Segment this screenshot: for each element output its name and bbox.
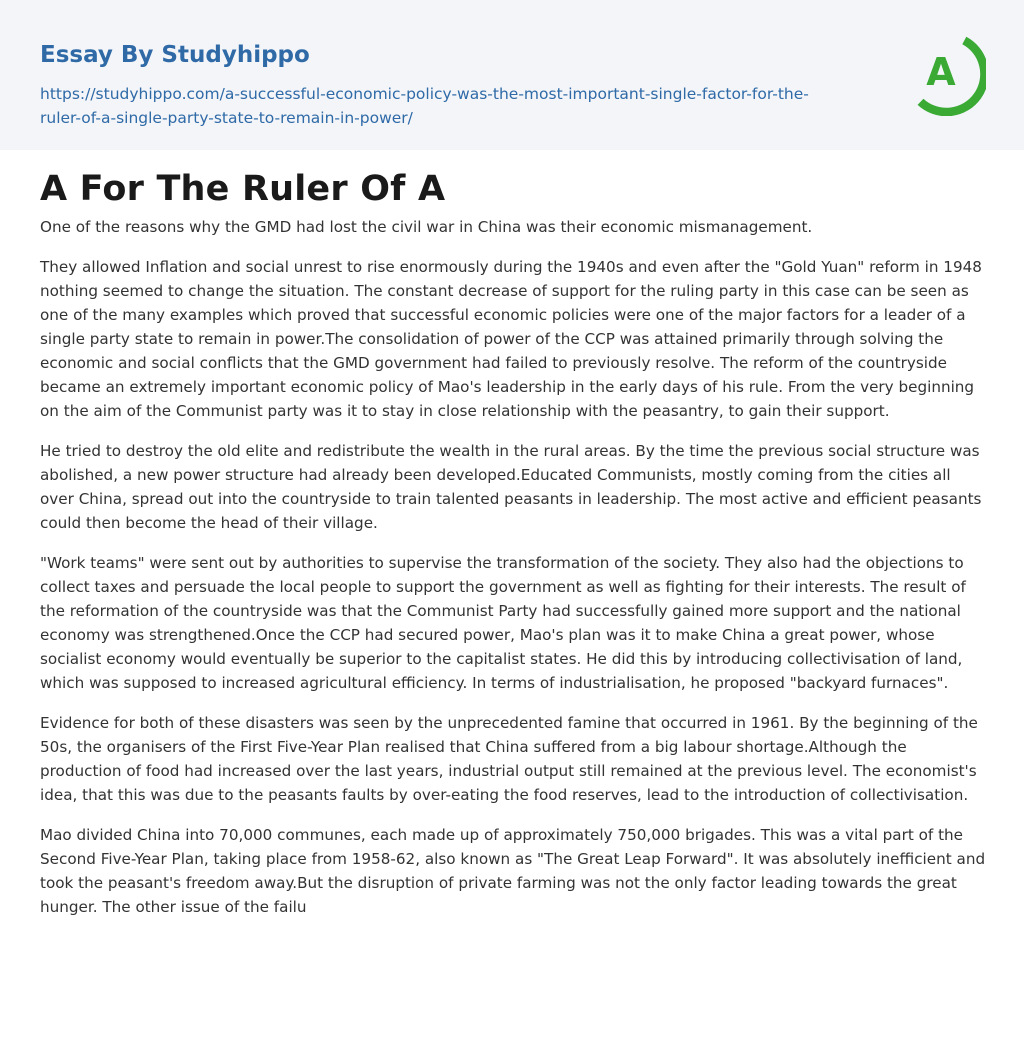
paragraph: Evidence for both of these disasters was seen by the unprecedented famine that occurred in 1961. By the beginning of the 50s, the organisers of the First Five-Year Plan realised that China suffered from a big labour shortage.Although the production of food had increased over the last years, industrial output still remained at the previous level. The economist's idea, that this was due to the peasants faults by over-eating the food reserves, lead to the introduction of collectivisation.: [40, 714, 978, 804]
paragraph: He tried to destroy the old elite and redistribute the wealth in the rural areas. By the time the previous social structure was abolished, a new power structure had already been developed.Educated Communists, mostly coming from the cities all over China, spread out into the countryside to train talented peasants in leadership. The most active and efficient peasants could then become the head of their village.: [40, 442, 982, 532]
article-title: A For The Ruler Of A: [40, 169, 446, 209]
page-header: [0, 0, 1024, 150]
article-body: [40, 215, 988, 935]
studyhippo-logo-icon[interactable]: [910, 28, 986, 116]
paragraph: Mao divided China into 70,000 communes, each made up of approximately 750,000 brigades. This was a vital part of the Second Five-Year Plan, taking place from 1958-62, also known as "The Great Leap Forward". It was absolutely inefficient and took the peasant's freedom away.But the disruption of private farming was not the only factor leading towards the great hunger. The other issue of the failu: [40, 826, 986, 916]
logo-letter: A: [926, 50, 956, 94]
paragraph: One of the reasons why the GMD had lost the civil war in China was their economic mismanagement.: [40, 218, 813, 236]
site-title: Essay By Studyhippo: [40, 42, 310, 68]
paragraph: "Work teams" were sent out by authorities to supervise the transformation of the society. They also had the objections to collect taxes and persuade the local people to support the government as well as fighting for their interests. The result of the reformation of the countryside was that the Communist Party had successfully gained more support and the national economy was strengthened.Once the CCP had secured power, Mao's plan was it to make China a great power, whose socialist economy would eventually be superior to the capitalist states. He did this by introducing collectivisation of land, which was supposed to increased agricultural efficiency. In terms of industrialisation, he proposed "backyard furnaces".: [40, 554, 966, 692]
source-url-link[interactable]: https://studyhippo.com/a-successful-economic-policy-was-the-most-important-single-factor-for-the-ruler-of-a-single-party-state-to-remain-in-power/: [40, 85, 809, 127]
paragraph: They allowed Inflation and social unrest to rise enormously during the 1940s and even after the "Gold Yuan" reform in 1948 nothing seemed to change the situation. The constant decrease of support for the ruling party in this case can be seen as one of the many examples which proved that successful economic policies were one of the major factors for a leader of a single party state to remain in power.The consolidation of power of the CCP was attained primarily through solving the economic and social conflicts that the GMD government had failed to previously resolve. The reform of the countryside became an extremely important economic policy of Mao's leadership in the early days of his rule. From the very beginning on the aim of the Communist party was it to stay in close relationship with the peasantry, to gain their support.: [40, 258, 982, 420]
